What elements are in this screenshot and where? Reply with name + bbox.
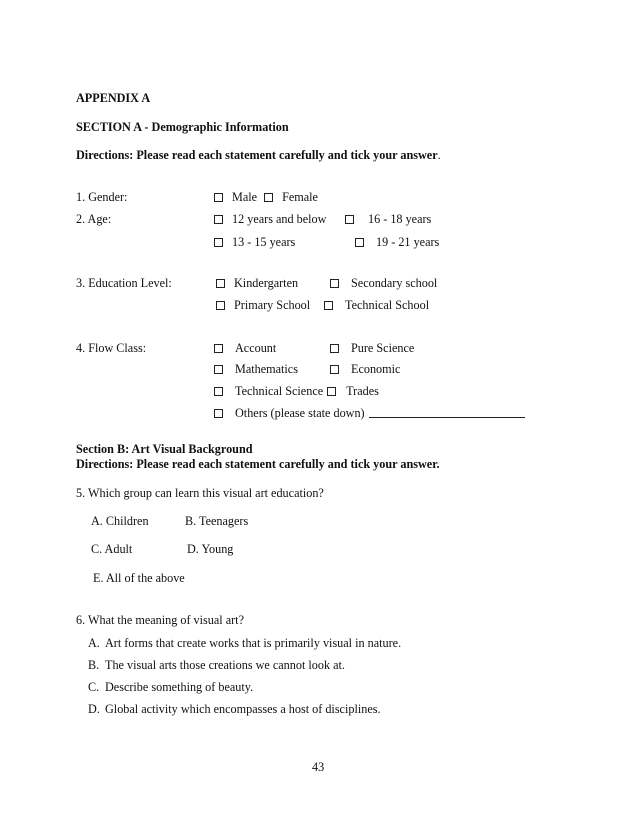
education-level-label: 3. Education Level: (76, 276, 172, 290)
section-a-title: SECTION A - Demographic Information (76, 120, 289, 134)
gender-female-label: Female (282, 190, 318, 204)
age-19-21-checkbox[interactable] (355, 238, 364, 247)
flow-option-others (214, 406, 525, 421)
flow-option-label: Trades (346, 384, 379, 398)
flow-option-label: Technical Science (235, 384, 324, 398)
flow-pure-science-checkbox[interactable] (330, 344, 339, 353)
education-option-label: Kindergarten (234, 276, 299, 290)
age-label: 2. Age: (76, 212, 112, 226)
section-b-directions: Directions: Please read each statement carefully and tick your answer. (76, 457, 440, 471)
q5-option-e[interactable]: E. All of the above (93, 571, 185, 585)
education-option-2 (330, 276, 437, 291)
gender-male-checkbox[interactable] (214, 193, 223, 202)
q6-option-text: Global activity which encompasses a host of disciplines. (105, 702, 381, 716)
gender-male-label: Male (232, 190, 258, 204)
section-a-directions-period: . (437, 148, 441, 162)
q5-option-d[interactable]: D. Young (187, 542, 234, 556)
age-16-18-checkbox[interactable] (345, 215, 354, 224)
q6-option-text: The visual arts those creations we cannot look at. (105, 658, 345, 672)
flow-option-label: Account (235, 341, 277, 355)
q5-question: 5. Which group can learn this visual art education? (76, 486, 324, 500)
appendix-title: APPENDIX A (76, 91, 151, 105)
q6-option-d[interactable] (88, 702, 381, 717)
gender-options (214, 190, 318, 205)
education-option-3 (216, 298, 310, 313)
education-option-1 (216, 276, 298, 291)
education-option-label: Primary School (234, 298, 311, 312)
flow-economic-checkbox[interactable] (330, 365, 339, 374)
education-primary-checkbox[interactable] (216, 301, 225, 310)
page-number: 43 (312, 760, 325, 774)
education-option-label: Technical School (345, 298, 430, 312)
flow-option-label: Economic (351, 362, 401, 376)
q6-option-text: Describe something of beauty. (105, 680, 254, 694)
education-technical-checkbox[interactable] (324, 301, 333, 310)
flow-trades-checkbox[interactable] (327, 387, 336, 396)
q6-option-a[interactable] (88, 636, 401, 651)
q6-option-letter: D. (88, 702, 100, 716)
section-b-title: Section B: Art Visual Background (76, 442, 253, 456)
flow-option-3 (214, 362, 298, 377)
others-answer-line[interactable] (369, 417, 525, 418)
q6-option-b[interactable] (88, 658, 345, 673)
education-secondary-checkbox[interactable] (330, 279, 339, 288)
age-option-4 (355, 235, 439, 250)
section-a-directions (76, 148, 441, 163)
q5-option-b[interactable]: B. Teenagers (185, 514, 249, 528)
education-option-label: Secondary school (351, 276, 438, 290)
flow-option-5 (214, 384, 379, 399)
flow-account-checkbox[interactable] (214, 344, 223, 353)
q6-option-c[interactable] (88, 680, 253, 695)
q6-option-letter: A. (88, 636, 100, 650)
section-a-directions-text: Directions: Please read each statement carefully and tick your answer (76, 148, 438, 162)
age-option-label: 12 years and below (232, 212, 327, 226)
flow-option-1 (214, 341, 276, 356)
flow-option-2 (330, 341, 414, 356)
age-option-1 (214, 212, 326, 227)
age-option-2 (345, 212, 431, 227)
age-option-label: 19 - 21 years (376, 235, 440, 249)
q6-option-letter: B. (88, 658, 100, 672)
age-option-3 (214, 235, 295, 250)
education-option-4 (324, 298, 429, 313)
q6-question: 6. What the meaning of visual art? (76, 613, 244, 627)
education-kindergarten-checkbox[interactable] (216, 279, 225, 288)
q6-option-text: Art forms that create works that is primarily visual in nature. (105, 636, 402, 650)
age-option-label: 16 - 18 years (368, 212, 432, 226)
flow-option-4 (330, 362, 400, 377)
age-13-15-checkbox[interactable] (214, 238, 223, 247)
q6-option-letter: C. (88, 680, 100, 694)
flow-option-label: Pure Science (351, 341, 415, 355)
gender-label: 1. Gender: (76, 190, 128, 204)
gender-female-checkbox[interactable] (264, 193, 273, 202)
flow-class-label: 4. Flow Class: (76, 341, 147, 355)
q5-option-c[interactable]: C. Adult (91, 542, 133, 556)
age-option-label: 13 - 15 years (232, 235, 296, 249)
q5-option-a[interactable]: A. Children (91, 514, 149, 528)
flow-technical-science-checkbox[interactable] (214, 387, 223, 396)
flow-mathematics-checkbox[interactable] (214, 365, 223, 374)
flow-others-checkbox[interactable] (214, 409, 223, 418)
flow-option-label: Others (please state down) (235, 406, 365, 420)
flow-option-label: Mathematics (235, 362, 298, 376)
age-12-below-checkbox[interactable] (214, 215, 223, 224)
